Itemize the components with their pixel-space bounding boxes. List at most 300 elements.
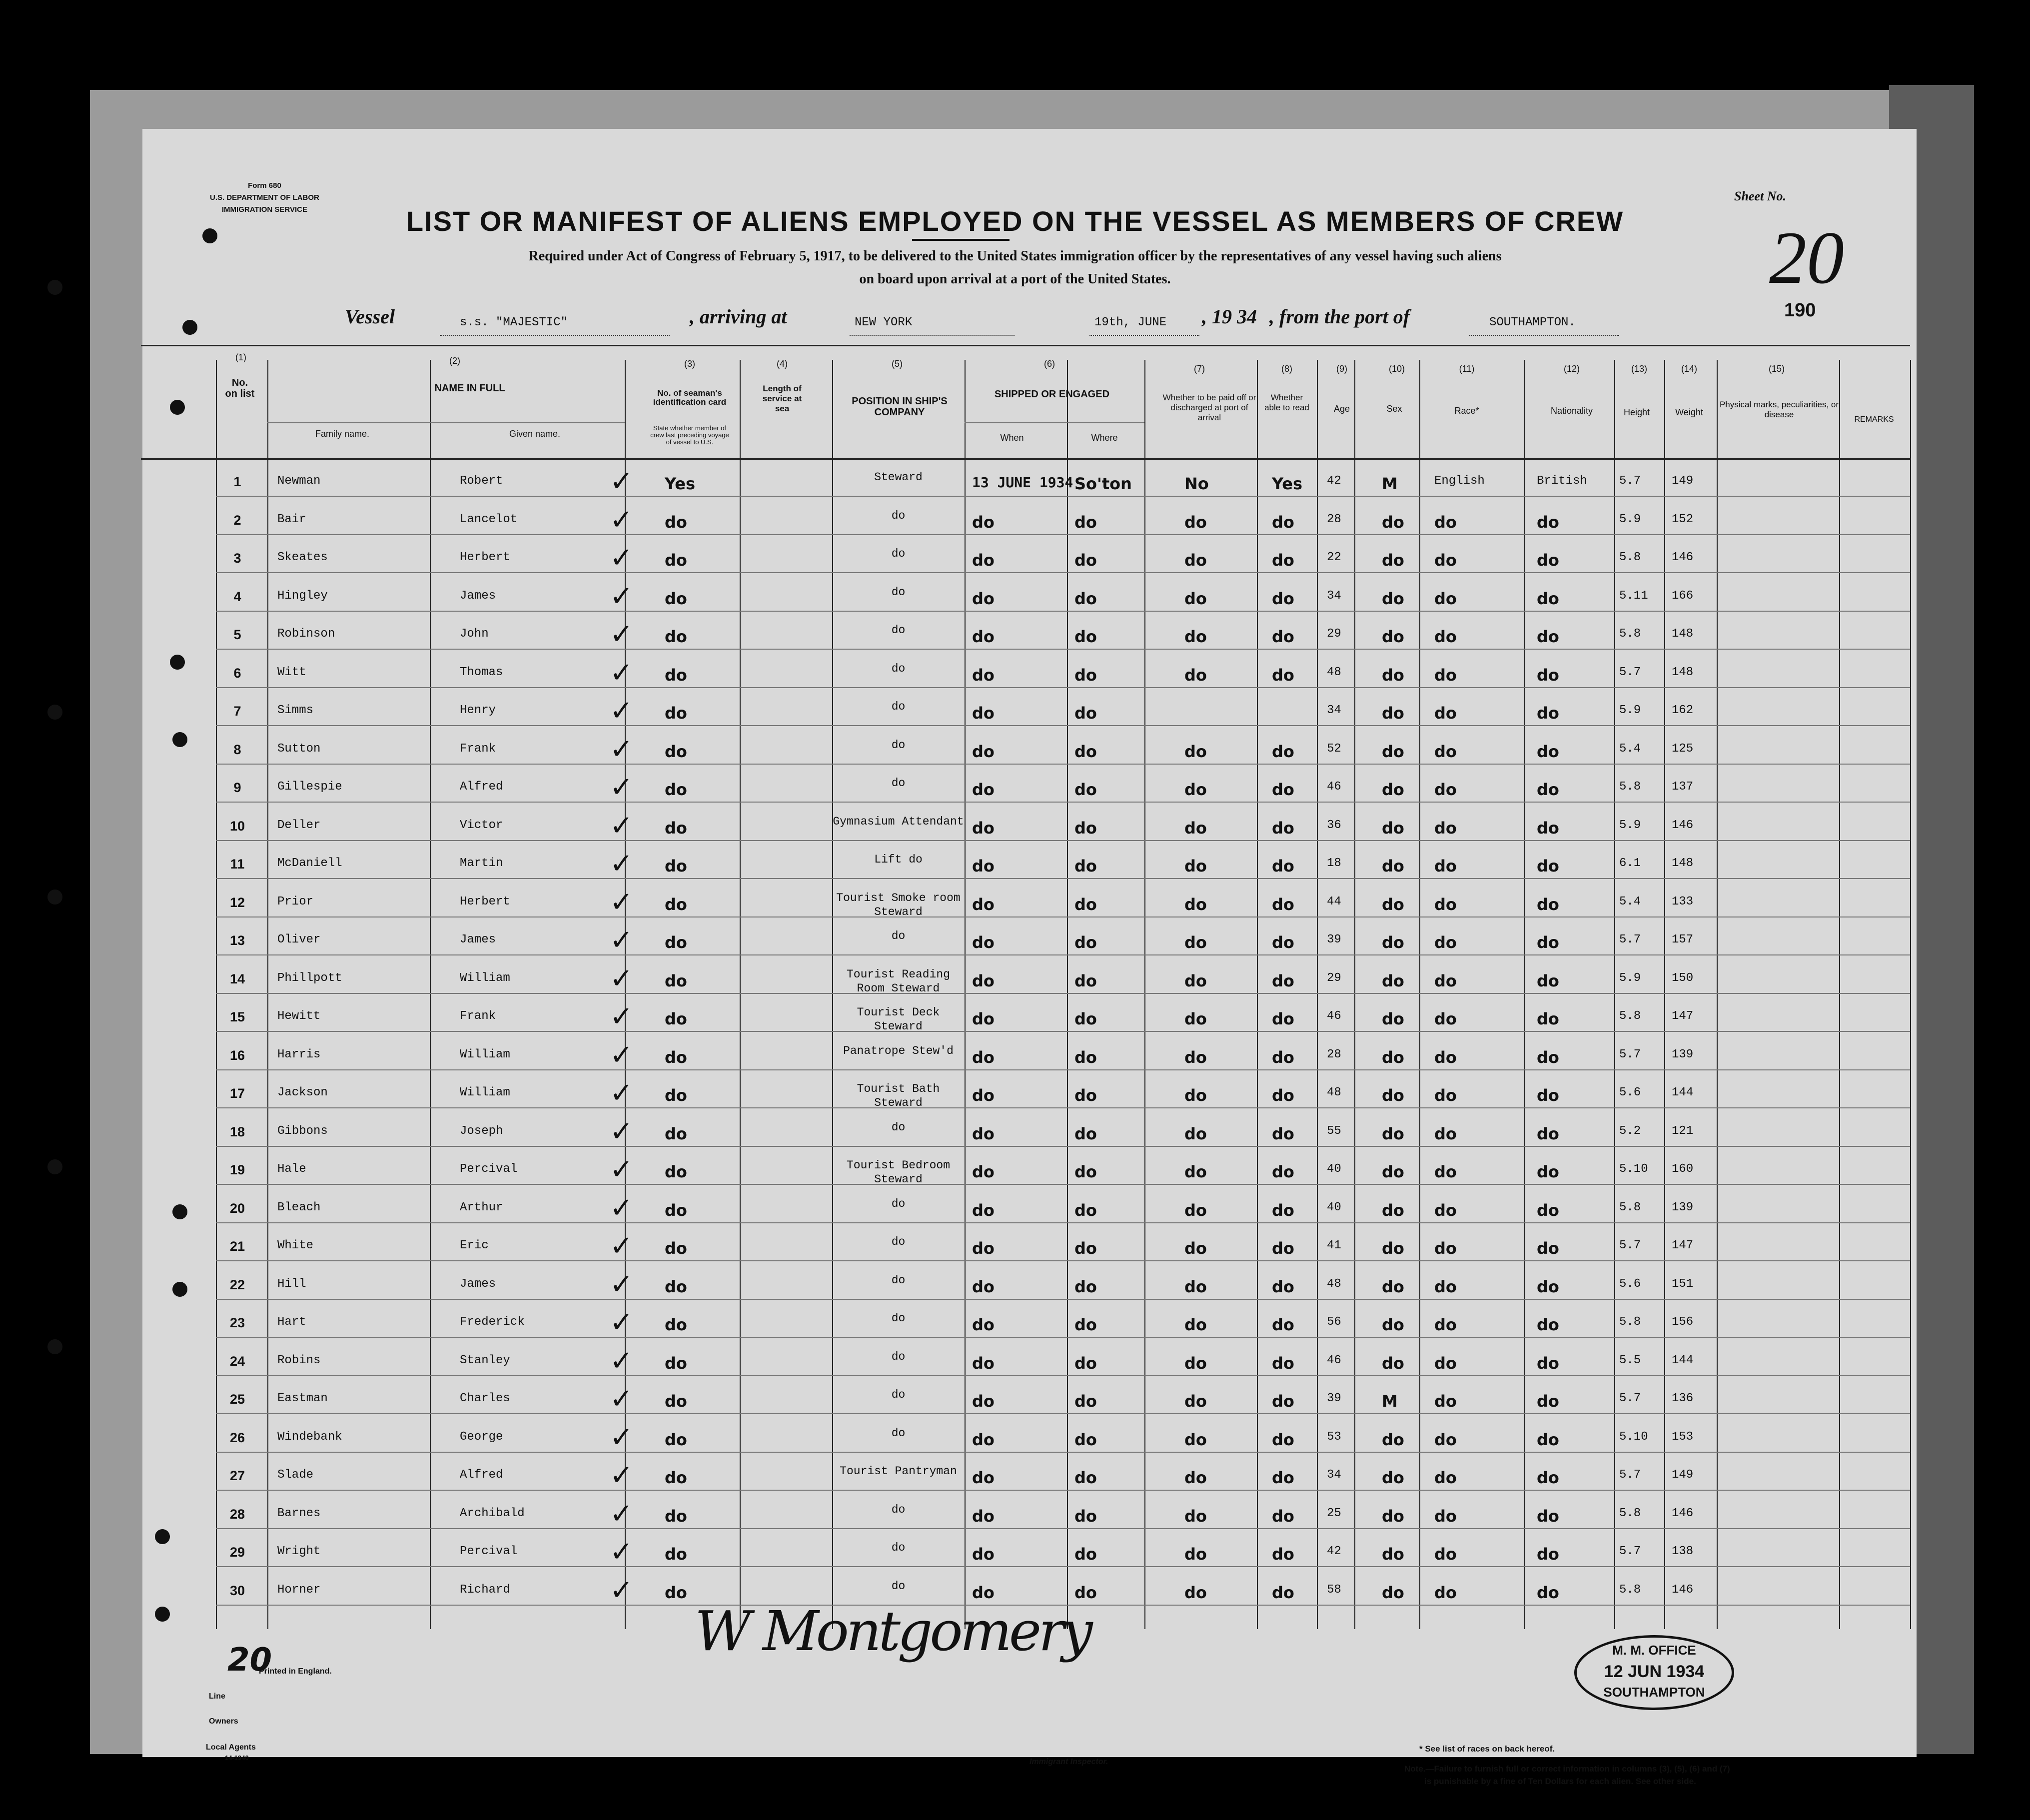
seamans-card: do bbox=[665, 1200, 687, 1220]
given-name: Victor bbox=[460, 818, 503, 832]
family-name: Skeates bbox=[277, 551, 328, 564]
seamans-card: do bbox=[665, 1392, 687, 1411]
header-weight: Weight bbox=[1675, 407, 1703, 417]
footnote-fine: is punishable by a fine of Ten Dollars for each alien. See other side. bbox=[1424, 1777, 1696, 1786]
age: 36 bbox=[1327, 818, 1341, 832]
row-rule bbox=[216, 687, 1910, 688]
nationality: do bbox=[1537, 1086, 1559, 1105]
age: 42 bbox=[1327, 474, 1341, 488]
position: do bbox=[891, 700, 906, 713]
seamans-card: do bbox=[665, 1009, 687, 1028]
shipped-where: do bbox=[1074, 933, 1097, 952]
sex: do bbox=[1382, 780, 1404, 799]
paid-off: do bbox=[1184, 857, 1207, 876]
race: English bbox=[1434, 474, 1485, 488]
able-to-read: do bbox=[1272, 818, 1294, 838]
stamp-top-text: M. M. OFFICE bbox=[1612, 1643, 1696, 1658]
shipped-where: do bbox=[1074, 1392, 1097, 1411]
seamans-card: do bbox=[665, 1353, 687, 1373]
subtitle-line-2: on board upon arrival at a port of the United States. bbox=[859, 271, 1171, 287]
checkmark-icon: ✓ bbox=[610, 1153, 633, 1186]
able-to-read: do bbox=[1272, 933, 1294, 952]
height: 5.7 bbox=[1619, 1047, 1641, 1061]
age: 39 bbox=[1327, 933, 1341, 946]
shipped-when: do bbox=[972, 1545, 995, 1564]
header-race: Race* bbox=[1454, 406, 1479, 416]
shipped-when: do bbox=[972, 1200, 995, 1220]
shipped-when: do bbox=[972, 1124, 995, 1143]
position: Tourist Reading Room Steward bbox=[846, 967, 951, 995]
fill-line bbox=[440, 335, 670, 336]
row-rule bbox=[216, 496, 1910, 497]
given-name: George bbox=[460, 1430, 503, 1444]
column-number-12: (12) bbox=[1563, 364, 1580, 374]
header-sex: Sex bbox=[1386, 404, 1402, 414]
binder-hole bbox=[172, 1204, 187, 1219]
height: 5.7 bbox=[1619, 665, 1641, 679]
arriving-port: NEW YORK bbox=[855, 316, 913, 329]
position: do bbox=[891, 624, 906, 637]
nationality: do bbox=[1537, 1162, 1559, 1181]
row-number: 23 bbox=[229, 1315, 245, 1330]
age: 40 bbox=[1327, 1200, 1341, 1214]
height: 5.8 bbox=[1619, 1583, 1641, 1597]
shipped-subheader-rule bbox=[965, 422, 1144, 423]
family-name: White bbox=[277, 1239, 314, 1252]
age: 18 bbox=[1327, 857, 1341, 870]
shipped-when: do bbox=[972, 665, 995, 685]
weight: 157 bbox=[1672, 933, 1694, 946]
column-divider bbox=[1317, 360, 1318, 1629]
family-name: Hale bbox=[277, 1162, 306, 1176]
seamans-card: do bbox=[665, 1468, 687, 1487]
given-name: John bbox=[460, 627, 489, 641]
age: 48 bbox=[1327, 1277, 1341, 1291]
checkmark-icon: ✓ bbox=[610, 1421, 633, 1454]
height: 5.8 bbox=[1619, 780, 1641, 794]
weight: 138 bbox=[1672, 1545, 1694, 1558]
race: do bbox=[1434, 1583, 1457, 1602]
department-name: U.S. DEPARTMENT OF LABOR bbox=[210, 193, 319, 202]
sex: do bbox=[1382, 1545, 1404, 1564]
age: 58 bbox=[1327, 1583, 1341, 1597]
row-rule bbox=[216, 1490, 1910, 1491]
able-to-read: do bbox=[1272, 1392, 1294, 1411]
seamans-card: do bbox=[665, 1277, 687, 1296]
nationality: do bbox=[1537, 1353, 1559, 1373]
race: do bbox=[1434, 1353, 1457, 1373]
height: 5.10 bbox=[1619, 1162, 1648, 1176]
height: 5.7 bbox=[1619, 1239, 1641, 1252]
row-number: 2 bbox=[233, 512, 241, 528]
given-name: William bbox=[460, 1086, 510, 1099]
checkmark-icon: ✓ bbox=[610, 1306, 633, 1339]
paid-off: do bbox=[1184, 1086, 1207, 1105]
row-rule bbox=[216, 1375, 1910, 1376]
nationality: do bbox=[1537, 818, 1559, 838]
height: 5.8 bbox=[1619, 1009, 1641, 1023]
family-name: Horner bbox=[277, 1583, 321, 1597]
binder-hole bbox=[182, 320, 197, 335]
height: 5.7 bbox=[1619, 1468, 1641, 1482]
column-number-8: (8) bbox=[1281, 364, 1292, 374]
row-rule bbox=[216, 764, 1910, 765]
family-name: Windebank bbox=[277, 1430, 342, 1444]
race: do bbox=[1434, 551, 1457, 570]
family-name: Gibbons bbox=[277, 1124, 328, 1138]
position: do bbox=[891, 509, 906, 522]
column-divider bbox=[1614, 360, 1615, 1629]
checkmark-icon: ✓ bbox=[610, 1000, 633, 1033]
age: 56 bbox=[1327, 1315, 1341, 1329]
weight: 146 bbox=[1672, 818, 1694, 832]
nationality: do bbox=[1537, 857, 1559, 876]
document-title: LIST OR MANIFEST OF ALIENS EMPLOYED ON THE VESSEL AS MEMBERS OF CREW bbox=[406, 205, 1624, 237]
age: 34 bbox=[1327, 1468, 1341, 1482]
given-name: Herbert bbox=[460, 551, 510, 564]
sex: do bbox=[1382, 857, 1404, 876]
paid-off: do bbox=[1184, 1124, 1207, 1143]
position: Gymnasium Attendant bbox=[833, 815, 964, 828]
family-name: Slade bbox=[277, 1468, 314, 1482]
seamans-card: do bbox=[665, 665, 687, 685]
page-number: 190 bbox=[1784, 300, 1816, 321]
column-number-9: (9) bbox=[1336, 364, 1347, 374]
shipped-where: do bbox=[1074, 589, 1097, 608]
race: do bbox=[1434, 1430, 1457, 1449]
race: do bbox=[1434, 512, 1457, 532]
row-number: 12 bbox=[229, 895, 245, 910]
age: 48 bbox=[1327, 665, 1341, 679]
column-divider bbox=[1524, 360, 1525, 1629]
shipped-where: do bbox=[1074, 1086, 1097, 1105]
column-number-7: (7) bbox=[1194, 364, 1205, 374]
race: do bbox=[1434, 818, 1457, 838]
height: 5.9 bbox=[1619, 971, 1641, 985]
given-name: Frederick bbox=[460, 1315, 525, 1329]
able-to-read: do bbox=[1272, 1162, 1294, 1181]
binder-hole bbox=[47, 705, 62, 720]
row-rule bbox=[216, 1069, 1910, 1070]
seamans-card: Yes bbox=[665, 474, 695, 493]
checkmark-icon: ✓ bbox=[610, 580, 633, 613]
nationality: do bbox=[1537, 704, 1559, 723]
family-name: Jackson bbox=[277, 1086, 328, 1099]
given-name: Eric bbox=[460, 1239, 489, 1252]
able-to-read: do bbox=[1272, 627, 1294, 646]
seamans-card: do bbox=[665, 589, 687, 608]
able-to-read: do bbox=[1272, 1124, 1294, 1143]
column-divider bbox=[1067, 360, 1068, 1629]
arrival-date: 19th, JUNE bbox=[1094, 316, 1167, 329]
shipped-when: do bbox=[972, 1430, 995, 1449]
age: 29 bbox=[1327, 627, 1341, 641]
paid-off: do bbox=[1184, 1315, 1207, 1334]
sex: do bbox=[1382, 1277, 1404, 1296]
column-divider bbox=[1717, 360, 1718, 1629]
fill-line bbox=[1089, 335, 1199, 336]
given-name: Percival bbox=[460, 1162, 518, 1176]
family-name: Harris bbox=[277, 1047, 321, 1061]
family-name: McDaniell bbox=[277, 857, 342, 870]
seamans-card: do bbox=[665, 818, 687, 838]
sex: do bbox=[1382, 589, 1404, 608]
row-rule bbox=[216, 649, 1910, 650]
checkmark-icon: ✓ bbox=[610, 503, 633, 536]
sex: do bbox=[1382, 933, 1404, 952]
position: Tourist Deck Steward bbox=[857, 1006, 940, 1033]
able-to-read: do bbox=[1272, 971, 1294, 990]
age: 29 bbox=[1327, 971, 1341, 985]
row-number: 21 bbox=[229, 1239, 245, 1254]
family-name: Prior bbox=[277, 895, 314, 909]
row-rule bbox=[216, 954, 1910, 955]
paid-off: do bbox=[1184, 1430, 1207, 1449]
race: do bbox=[1434, 1315, 1457, 1334]
row-rule bbox=[216, 1299, 1910, 1300]
paid-off: do bbox=[1184, 818, 1207, 838]
height: 5.7 bbox=[1619, 933, 1641, 946]
age: 34 bbox=[1327, 704, 1341, 717]
row-number: 20 bbox=[229, 1200, 245, 1216]
weight: 125 bbox=[1672, 742, 1694, 756]
header-bottom-rule bbox=[141, 458, 1910, 460]
stamp-date: 12 JUN 1934 bbox=[1604, 1662, 1705, 1681]
position: do bbox=[891, 738, 906, 752]
position: do bbox=[891, 585, 906, 599]
shipped-where: do bbox=[1074, 627, 1097, 646]
seamans-card: do bbox=[665, 857, 687, 876]
shipped-where: do bbox=[1074, 857, 1097, 876]
position: do bbox=[891, 929, 906, 942]
given-name: Charles bbox=[460, 1392, 510, 1405]
row-number: 4 bbox=[233, 589, 241, 604]
seamans-card: do bbox=[665, 895, 687, 914]
shipped-where: do bbox=[1074, 1047, 1097, 1067]
age: 48 bbox=[1327, 1086, 1341, 1099]
row-number: 1 bbox=[233, 474, 241, 489]
race: do bbox=[1434, 857, 1457, 876]
nationality: do bbox=[1537, 780, 1559, 799]
row-number: 25 bbox=[229, 1392, 245, 1407]
height: 5.11 bbox=[1619, 589, 1648, 603]
position: do bbox=[891, 1120, 906, 1134]
race: do bbox=[1434, 1047, 1457, 1067]
nationality: do bbox=[1537, 589, 1559, 608]
given-name: Alfred bbox=[460, 1468, 503, 1482]
form-number: Form 680 bbox=[248, 181, 281, 190]
paid-off: do bbox=[1184, 1353, 1207, 1373]
row-rule bbox=[216, 725, 1910, 726]
header-paid-off: Whether to be paid off or discharged at port of arrival bbox=[1162, 393, 1256, 422]
subtitle-line-1: Required under Act of Congress of February 5, 1917, to be delivered to the United States immigration officer by the representatives of any vessel having such aliens bbox=[528, 248, 1502, 264]
height: 5.8 bbox=[1619, 551, 1641, 564]
row-number: 9 bbox=[233, 780, 241, 795]
height: 5.8 bbox=[1619, 627, 1641, 641]
nationality: do bbox=[1537, 512, 1559, 532]
shipped-where: do bbox=[1074, 1430, 1097, 1449]
race: do bbox=[1434, 1468, 1457, 1487]
paid-off: do bbox=[1184, 665, 1207, 685]
weight: 148 bbox=[1672, 857, 1694, 870]
family-name: Hart bbox=[277, 1315, 306, 1329]
shipped-when: do bbox=[972, 971, 995, 990]
paid-off: do bbox=[1184, 895, 1207, 914]
shipped-when: do bbox=[972, 1315, 995, 1334]
shipped-when: do bbox=[972, 857, 995, 876]
row-rule bbox=[216, 1452, 1910, 1453]
row-rule bbox=[216, 1260, 1910, 1261]
weight: 162 bbox=[1672, 704, 1694, 717]
header-able-to-read: Whether able to read bbox=[1264, 393, 1309, 412]
shipped-where: do bbox=[1074, 512, 1097, 532]
age: 34 bbox=[1327, 589, 1341, 603]
given-name: Arthur bbox=[460, 1200, 503, 1214]
footnote-races: * See list of races on back hereof. bbox=[1419, 1744, 1555, 1754]
seamans-card: do bbox=[665, 1239, 687, 1258]
row-rule bbox=[216, 1413, 1910, 1414]
row-number: 17 bbox=[229, 1086, 245, 1101]
position: do bbox=[891, 1388, 906, 1401]
age: 40 bbox=[1327, 1162, 1341, 1176]
shipped-where: do bbox=[1074, 1200, 1097, 1220]
shipped-where: do bbox=[1074, 818, 1097, 838]
given-name: William bbox=[460, 971, 510, 985]
column-divider bbox=[1354, 360, 1355, 1629]
checkmark-icon: ✓ bbox=[610, 924, 633, 956]
seamans-card: do bbox=[665, 1545, 687, 1564]
able-to-read: do bbox=[1272, 551, 1294, 570]
checkmark-icon: ✓ bbox=[610, 848, 633, 880]
row-rule bbox=[216, 1107, 1910, 1108]
row-rule bbox=[216, 1146, 1910, 1147]
column-number-5: (5) bbox=[892, 359, 903, 369]
header-height: Height bbox=[1623, 407, 1650, 417]
shipped-when: do bbox=[972, 1009, 995, 1028]
sex: do bbox=[1382, 895, 1404, 914]
age: 42 bbox=[1327, 1545, 1341, 1558]
column-divider bbox=[1910, 360, 1911, 1629]
binder-hole bbox=[172, 1282, 187, 1297]
position: do bbox=[891, 1312, 906, 1325]
footer-form-code: 14-1940 bbox=[225, 1754, 249, 1762]
able-to-read: do bbox=[1272, 1047, 1294, 1067]
row-number: 10 bbox=[229, 818, 245, 834]
paid-off: do bbox=[1184, 1009, 1207, 1028]
shipped-when: do bbox=[972, 1162, 995, 1181]
footer-owners-label: Owners bbox=[209, 1717, 238, 1726]
row-number: 29 bbox=[229, 1545, 245, 1560]
height: 5.4 bbox=[1619, 742, 1641, 756]
nationality: do bbox=[1537, 1200, 1559, 1220]
header-age: Age bbox=[1333, 404, 1350, 414]
age: 22 bbox=[1327, 551, 1341, 564]
position: Tourist Pantryman bbox=[840, 1465, 957, 1478]
nationality: do bbox=[1537, 1277, 1559, 1296]
seamans-card: do bbox=[665, 971, 687, 990]
family-name: Gillespie bbox=[277, 780, 342, 794]
row-rule bbox=[216, 840, 1910, 841]
checkmark-icon: ✓ bbox=[610, 465, 633, 498]
checkmark-icon: ✓ bbox=[610, 1230, 633, 1262]
nationality: do bbox=[1537, 1009, 1559, 1028]
checkmark-icon: ✓ bbox=[610, 656, 633, 689]
shipped-when: do bbox=[972, 512, 995, 532]
footer-handwritten-count: 20 bbox=[227, 1642, 272, 1679]
able-to-read: do bbox=[1272, 1315, 1294, 1334]
given-name: James bbox=[460, 589, 496, 603]
height: 5.2 bbox=[1619, 1124, 1641, 1138]
given-name: Joseph bbox=[460, 1124, 503, 1138]
row-number: 26 bbox=[229, 1430, 245, 1445]
row-number: 28 bbox=[229, 1506, 245, 1522]
checkmark-icon: ✓ bbox=[610, 1497, 633, 1530]
position: do bbox=[891, 1426, 906, 1440]
column-divider bbox=[1257, 360, 1258, 1629]
nationality: do bbox=[1537, 895, 1559, 914]
family-name: Robins bbox=[277, 1353, 321, 1367]
vessel-name: s.s. "MAJESTIC" bbox=[460, 316, 568, 329]
shipped-when: do bbox=[972, 1086, 995, 1105]
paid-off: do bbox=[1184, 1583, 1207, 1602]
sex: do bbox=[1382, 1430, 1404, 1449]
able-to-read: do bbox=[1272, 1583, 1294, 1602]
vessel-label: Vessel bbox=[345, 305, 395, 328]
shipped-when: do bbox=[972, 933, 995, 952]
given-name: Robert bbox=[460, 474, 503, 488]
race: do bbox=[1434, 1009, 1457, 1028]
paid-off: do bbox=[1184, 589, 1207, 608]
family-name: Hingley bbox=[277, 589, 328, 603]
height: 6.1 bbox=[1619, 857, 1641, 870]
column-divider bbox=[430, 360, 431, 1629]
checkmark-icon: ✓ bbox=[610, 886, 633, 918]
able-to-read: do bbox=[1272, 1468, 1294, 1487]
shipped-when: do bbox=[972, 1468, 995, 1487]
nationality: do bbox=[1537, 1239, 1559, 1258]
shipped-where: do bbox=[1074, 1583, 1097, 1602]
shipped-where: do bbox=[1074, 704, 1097, 723]
nationality: do bbox=[1537, 627, 1559, 646]
footnote-note: Note.—Failure to furnish full or correct information in columns (3), (5), (6) and (7) bbox=[1404, 1764, 1730, 1774]
shipped-when: do bbox=[972, 1047, 995, 1067]
column-number-3: (3) bbox=[684, 359, 695, 369]
arrival-year: , 19 34 bbox=[1202, 305, 1257, 328]
sex: do bbox=[1382, 704, 1404, 723]
able-to-read: do bbox=[1272, 512, 1294, 532]
from-port: SOUTHAMPTON. bbox=[1489, 316, 1576, 329]
weight: 133 bbox=[1672, 895, 1694, 909]
family-name: Newman bbox=[277, 474, 321, 488]
nationality: do bbox=[1537, 1545, 1559, 1564]
family-name: Deller bbox=[277, 818, 321, 832]
paid-off: do bbox=[1184, 512, 1207, 532]
weight: 136 bbox=[1672, 1392, 1694, 1405]
family-name: Barnes bbox=[277, 1506, 321, 1520]
row-rule bbox=[216, 572, 1910, 573]
age: 25 bbox=[1327, 1506, 1341, 1520]
sex: do bbox=[1382, 1315, 1404, 1334]
sex: do bbox=[1382, 1162, 1404, 1181]
header-seamans-card: No. of seaman's identification card bbox=[653, 388, 727, 407]
binder-hole bbox=[170, 400, 185, 415]
nationality: do bbox=[1537, 1315, 1559, 1334]
able-to-read: do bbox=[1272, 1545, 1294, 1564]
seamans-card: do bbox=[665, 742, 687, 761]
race: do bbox=[1434, 665, 1457, 685]
family-name: Hill bbox=[277, 1277, 306, 1291]
able-to-read: do bbox=[1272, 1277, 1294, 1296]
